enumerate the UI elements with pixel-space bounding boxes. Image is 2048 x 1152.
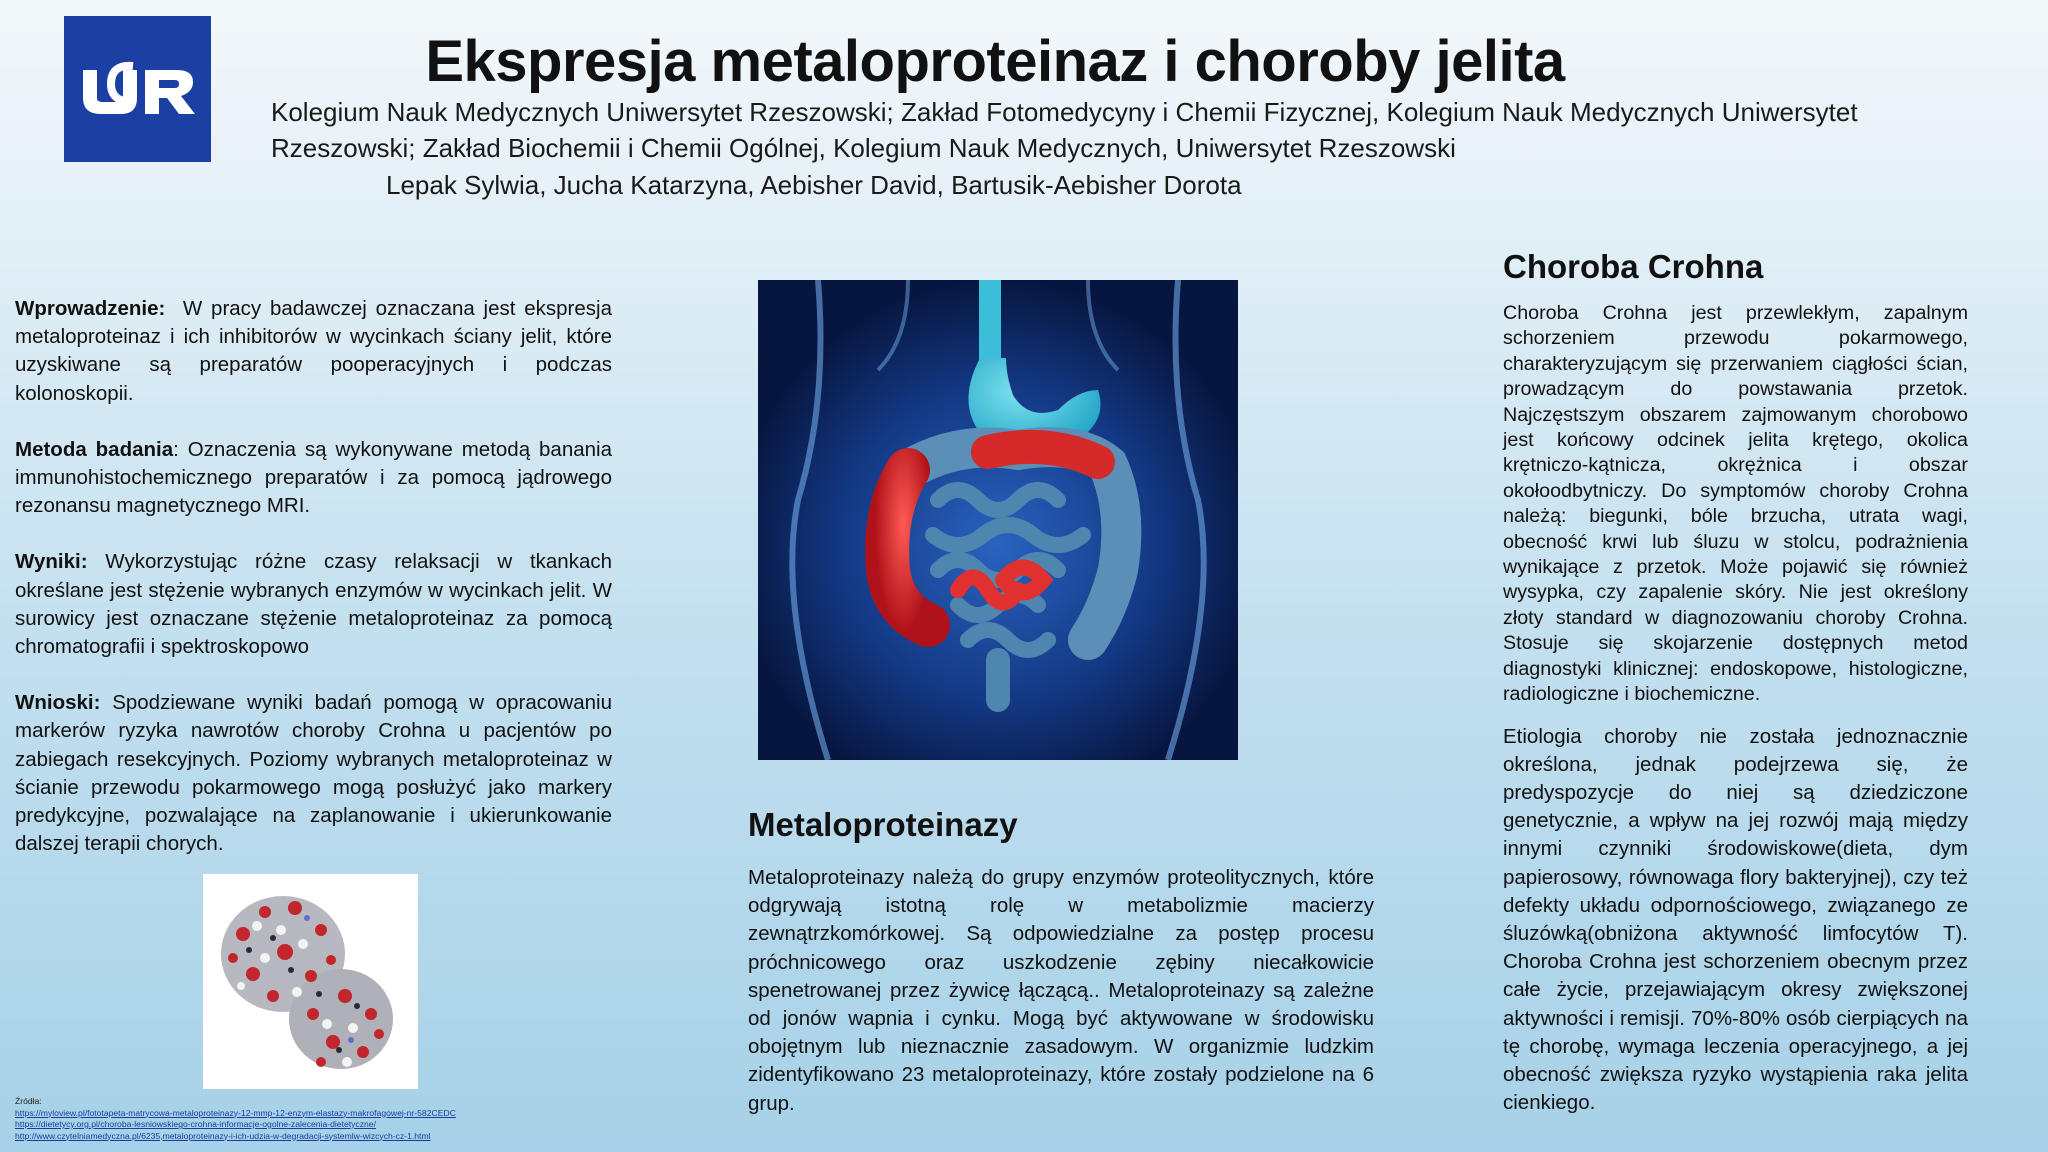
left-column [15,295,612,886]
crohn-paragraph-2: Etiologia choroby nie została jednoznacznie określona, jednak podejrzewa się, że predyspozycje do niej są dziedziczone genetycznie, a wpływ na jej rozwój mają między innymi czynniki środowiskowe(dieta, dym papierosowy, równowaga flory bakteryjnej), czy też defekty układu odpornościowego, związanego ze śluzówką(obniżona aktywność limfocytów T). Choroba Crohna jest schorzeniem obecnym przez całe życie, przejawiającym okresy zwiększonej aktywności i remisji. 70%-80% osób cierpiących na tę chorobę, wymaga leczenia operacyjnego, a jej obecność zwiększa ryzyko wystąpienia raka jelita cienkiego. [1503,724,1968,1115]
authors: Lepak Sylwia, Jucha Katarzyna, Aebisher David, Bartusik-Aebisher Dorota [386,170,1242,200]
sources-label: Źródła: [15,1096,42,1106]
crohn-heading: Choroba Crohna [1503,248,1764,285]
metalloproteinases-heading: Metaloproteinazy [748,806,1018,843]
results-text: Wykorzystując różne czasy relaksacji w tkankach określane jest stężenie wybranych enzymów w wycinkach jelit. W surowicy jest oznaczane stężenie metaloproteinaz za pomocą chromatografii i spektroskopowo [15,550,613,659]
source-link[interactable]: https://dietetycy.org.pl/choroba-lesniowskiego-crohna-informacje-ogolne-zalecenia-dietetyczne/ [15,1119,376,1129]
conclusions-text: Spodziewane wyniki badań pomogą w opracowaniu markerów ryzyka nawrotów choroby Crohna u pacjentów po zabiegach resekcyjnych. Poziomy wybranych metaloproteinaz w ścianie przewodu pokarmowego mogą posłużyć jako markery predykcyjne, pozwalające na zaplanowanie i ukierunkowanie dalszej terapii chorych. [15,691,612,856]
conclusions-paragraph [15,689,612,858]
source-link[interactable]: http://www.czytelniamedyczna.pl/6235,metaloproteinazy-i-ich-udzia-w-degradacji-systemlw-wizcych-cz-1.html [15,1130,431,1141]
intro-label: Wprowadzenie: [15,297,166,320]
digestive-system-illustration [758,280,1238,760]
conclusions-label: Wnioski: [15,691,101,715]
results-paragraph [15,548,612,661]
results-label: Wyniki: [15,550,88,574]
intro-paragraph [15,295,612,408]
crohn-paragraph-1: Choroba Crohna jest przewlekłym, zapalnym schorzeniem przewodu pokarmowego, charakteryzującym się przerwaniem ciągłości ścian, prowadzącym do powstawania przetok. Najczęstszym obszarem zajmowanym chorobowo jest końcowy odcinek jelita krętego, okolica krętniczo-kątnicza, okrężnica i obszar okołoodbytniczy. Do symptomów choroby Crohna należą: biegunki, bóle brzucha, utrata wagi, obecność krwi lub śluzu w stolcu, podrażnienia wynikające z przetok. Może pojawić się również wysypka, czy zapalenie skóry. Nie jest określony złoty standard w diagnozowaniu choroby Crohna. Stosuje się skojarzenie dostępnych metod diagnostyki klinicznej: endoskopowe, histologiczne, radiologiczne i biochemiczne. [1503,302,1968,706]
ur-logo-icon [75,54,200,124]
method-text: : Oznaczenia są wykonywane metodą banania immunohistochemicznego preparatów i za pomocą jądrowego rezonansu magnetycznego MRI. [15,437,612,518]
metalloproteinases-text: Metaloproteinazy należą do grupy enzymów proteolitycznych, które odgrywają istotną rolę w metabolizmie macierzy zewnątrzkomórkowej. Są odpowiedzialne za postęp procesu próchnicowego oraz uszkodzenie zębiny niecałkowicie spenetrowanej przez żywicę łączącą.. Metaloproteinazy są zależne od jonów wapnia i cynku. Mogą być aktywowane w środowisku obojętnym lub nieznacznie zasadowym. W organizmie ludzkim zidentyfikowano 23 metaloproteinazy, które zostały podzielone na 6 grup. [748,866,1374,1115]
sources [15,1096,575,1142]
poster-title: Ekspresja metaloproteinaz i choroby jelita [425,29,1565,94]
metalloproteinases-section [748,864,1374,1146]
protein-molecule-image [203,874,418,1089]
crohn-section [1503,301,1968,1117]
affiliation: Kolegium Nauk Medycznych Uniwersytet Rzeszowski; Zakład Fotomedycyny i Chemii Fizycznej, Kolegium Nauk Medycznych Uniwersytet Rzeszowski; Zakład Biochemii i Chemii Ogólnej, Kolegium Nauk Medycznych, Uniwersytet Rzeszowski [271,97,1858,163]
intro-text: W pracy badawczej oznaczana jest ekspresja metaloproteinaz i ich inhibitorów w wycinkach ściany jelit, które uzyskiwane są preparatów pooperacyjnych i podczas kolonoskopii. [15,297,612,405]
method-paragraph [15,436,612,521]
method-label: Metoda badania [15,437,174,461]
university-logo [64,16,211,162]
source-link[interactable]: https://myloview.pl/fototapeta-matrycowa-metaloproteinazy-12-mmp-12-enzym-elastazy-makrofagowej-nr-582CEDC [15,1107,456,1118]
